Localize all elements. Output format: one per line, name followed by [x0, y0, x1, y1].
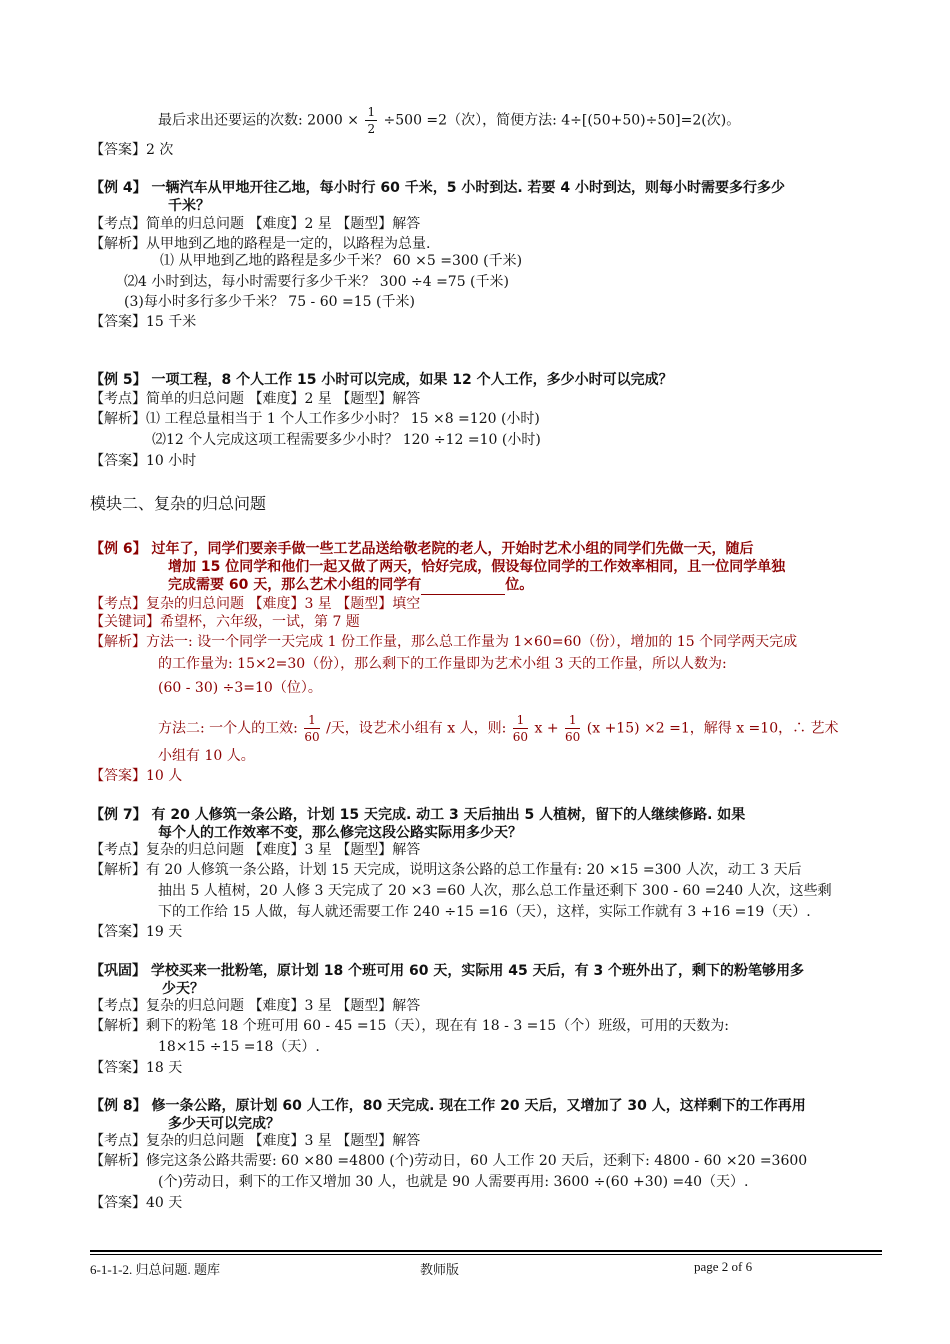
ex6-keywords: 【关键词】希望杯，六年级，一试，第 7 题 [90, 614, 360, 630]
ex8-kaodian: 【考点】复杂的归总问题 【难度】3 星 【题型】解答 [90, 1133, 421, 1149]
ex5-jiexi-1: 【解析】⑴ 工程总量相当于 1 个人工作多少小时？ 15 ×8 =120 (小时) [90, 411, 540, 427]
footer-rule-thin [90, 1254, 882, 1255]
ex8-jiexi-1: 【解析】修完这条公路共需要: 60 ×80 =4800 (个)劳动日，60 人工作 20 天后，还剩下: 4800 - 60 ×20 =3600 [90, 1153, 808, 1169]
footer-rule-thick [90, 1250, 882, 1252]
ex7-question-line2: 每个人的工作效率不变，那么修完这段公路实际用多少天？ [158, 825, 522, 841]
ex5-answer: 【答案】10 小时 [90, 453, 197, 469]
ex5-jiexi-2: ⑵12 个人完成这项工程需要多少小时？ 120 ÷12 =10 (小时) [152, 432, 541, 448]
fraction: $\frac{1}{60}$ [512, 713, 529, 744]
gonggu-question-line1: 【巩固】 学校买来一批粉笔，原计划 18 个班可用 60 天，实际用 45 天后，有 3 个班外出了，剩下的粉笔够用多 [90, 963, 805, 979]
top-answer: 【答案】2 次 [90, 142, 174, 158]
ex6-jiexi-3: (60 - 30) ÷3=10（位）。 [158, 680, 322, 696]
ex7-jiexi-3: 下的工作给 15 人做，每人就还需要工作 240 ÷15 =16（天），这样，实际工作就有 3 +16 =19（天）. [158, 904, 811, 920]
ex6-jiexi-2: 的工作量为: 15×2=30（份），那么剩下的工作量即为艺术小组 3 天的工作量，所以人数为: [158, 656, 727, 672]
ex4-question-line2: 千米？ [168, 198, 210, 214]
ex4-jiexi-1: 【解析】从甲地到乙地的路程是一定的，以路程为总量. [90, 236, 431, 252]
ex8-jiexi-2: (个)劳动日，剩下的工作又增加 30 人，也就是 90 人需要再用: 3600 ÷(60 +30) =40（天）. [158, 1174, 749, 1190]
ex6-jiexi-1: 【解析】方法一: 设一个同学一天完成 1 份工作量，那么总工作量为 1×60=60（份），增加的 15 个同学两天完成 [90, 634, 798, 650]
ex6-method2-line: 方法二: 一个人的工效: $\frac{1}{60}$ /天，设艺术小组有 x 人，则: $\frac{1}{60}$ x + $\frac{1}{60}$ (x +15) ×2 =1，解得 x =10，∴ 艺术 [158, 713, 839, 744]
footer-edition: 教师版 [420, 1262, 460, 1277]
ex8-question-line2: 多少天可以完成？ [168, 1116, 280, 1132]
ex4-jiexi-4: (3)每小时多行多少千米？ 75 - 60 =15 (千米) [124, 294, 415, 310]
ex6-question-line3: 完成需要 60 天，那么艺术小组的同学有 位。 [168, 577, 534, 593]
ex4-jiexi-2: ⑴ 从甲地到乙地的路程是多少千米？ 60 ×5 =300 (千米) [160, 253, 523, 269]
ex7-jiexi-2: 抽出 5 人植树，20 人修 3 天完成了 20 ×3 =60 人次，那么总工作量还剩下 300 - 60 =240 人次，这些剩 [158, 883, 832, 899]
ex5-kaodian: 【考点】简单的归总问题 【难度】2 星 【题型】解答 [90, 391, 421, 407]
ex6-question-line2: 增加 15 位同学和他们一起又做了两天，恰好完成，假设每位同学的工作效率相同，且一位同学单独 [168, 559, 786, 575]
fraction: $\frac{1}{2}$ [367, 105, 376, 136]
ex6-answer: 【答案】10 人 [90, 768, 183, 784]
fraction: $\frac{1}{60}$ [565, 713, 581, 744]
ex6-kaodian: 【考点】复杂的归总问题 【难度】3 星 【题型】填空 [90, 596, 421, 612]
gonggu-answer: 【答案】18 天 [90, 1060, 183, 1076]
section-heading: 模块二、复杂的归总问题 [90, 494, 267, 513]
ex5-question: 【例 5】 一项工程，8 个人工作 15 小时可以完成，如果 12 个人工作，多少小时可以完成？ [90, 372, 673, 388]
footer-page-number: page 2 of 6 [694, 1259, 753, 1274]
top-calc-line: 最后求出还要运的次数: 2000 × $\frac{1}{2}$ ÷500 =2（次），简便方法: 4÷[(50+50)÷50]=2(次)。 [158, 105, 741, 136]
ex6-method2-conclusion: 小组有 10 人。 [158, 748, 255, 764]
fraction: $\frac{1}{60}$ [304, 713, 320, 744]
gonggu-kaodian: 【考点】复杂的归总问题 【难度】3 星 【题型】解答 [90, 998, 421, 1014]
answer-blank [421, 580, 505, 595]
ex7-jiexi-1: 【解析】有 20 人修筑一条公路，计划 15 天完成，说明这条公路的总工作量有: 20 ×15 =300 人次，动工 3 天后 [90, 862, 802, 878]
ex4-kaodian: 【考点】简单的归总问题 【难度】2 星 【题型】解答 [90, 216, 421, 232]
ex4-answer: 【答案】15 千米 [90, 314, 197, 330]
ex6-question-line1: 【例 6】 过年了，同学们要亲手做一些工艺品送给敬老院的老人，开始时艺术小组的同学们先做一天，随后 [90, 541, 754, 557]
gonggu-jiexi-2: 18×15 ÷15 =18（天）. [158, 1039, 320, 1055]
ex4-question-line1: 【例 4】 一辆汽车从甲地开往乙地，每小时行 60 千米，5 小时到达. 若要 4 小时到达，则每小时需要多行多少 [90, 180, 786, 196]
ex4-jiexi-3: ⑵4 小时到达，每小时需要行多少千米？ 300 ÷4 =75 (千米) [124, 274, 509, 290]
footer-doc-id: 6-1-1-2. 归总问题. 题库 [90, 1262, 220, 1277]
ex8-answer: 【答案】40 天 [90, 1195, 183, 1211]
ex7-question-line1: 【例 7】 有 20 人修筑一条公路，计划 15 天完成. 动工 3 天后抽出 5 人植树，留下的人继续修路. 如果 [90, 807, 746, 823]
ex7-answer: 【答案】19 天 [90, 924, 183, 940]
ex7-kaodian: 【考点】复杂的归总问题 【难度】3 星 【题型】解答 [90, 842, 421, 858]
gonggu-jiexi-1: 【解析】剩下的粉笔 18 个班可用 60 - 45 =15（天），现在有 18 - 3 =15（个）班级，可用的天数为: [90, 1018, 729, 1034]
gonggu-question-line2: 少天？ [162, 981, 204, 997]
ex8-question-line1: 【例 8】 修一条公路，原计划 60 人工作，80 天完成. 现在工作 20 天后，又增加了 30 人，这样剩下的工作再用 [90, 1098, 806, 1114]
